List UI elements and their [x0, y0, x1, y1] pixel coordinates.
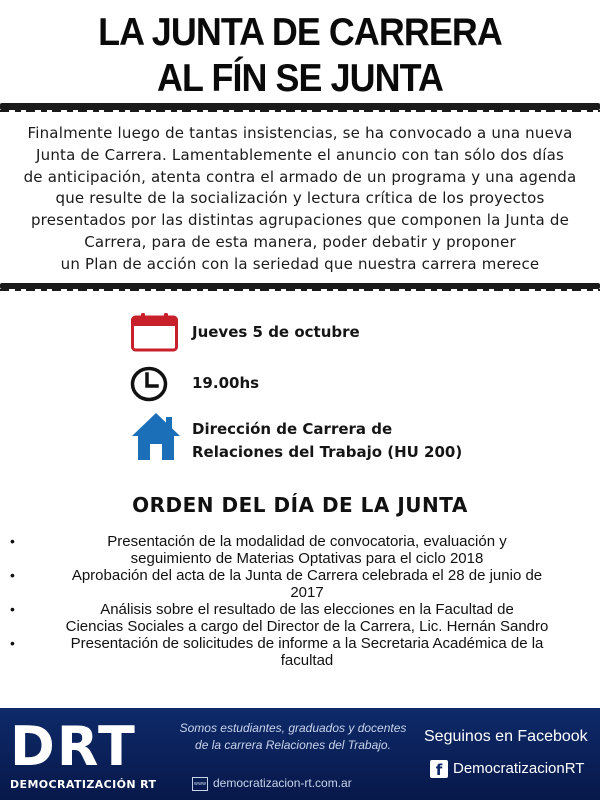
house-icon: [130, 410, 182, 462]
agenda-item-line: Ciencias Sociales a cargo del Director de la Carrera, Lic. Hernán Sandro: [65, 618, 549, 635]
agenda-item-line: facultad: [280, 652, 334, 669]
calendar-icon: [131, 312, 178, 352]
event-time: 19.00hs: [192, 374, 260, 392]
agenda-item-line: Presentación de solicitudes de informe a la Secretaria Académica de la: [70, 635, 544, 652]
footer-description-line: de la carrera Relaciones del Trabajo.: [195, 738, 391, 752]
headline-line-2: AL FÍN SE JUNTA: [157, 57, 443, 100]
event-place-line-2: Relaciones del Trabajo (HU 200): [192, 443, 463, 461]
web-icon: www: [192, 777, 208, 791]
intro-line: Junta de Carrera. Lamentablemente el anuncio con tan sólo dos días: [35, 145, 564, 164]
bullet: •: [10, 601, 15, 617]
intro-line: presentados por las distintas agrupaciones que componen la Junta de: [30, 211, 570, 230]
bullet: •: [10, 635, 15, 651]
intro-paragraph: [10, 123, 590, 276]
intro-line: un Plan de acción con la seriedad que nuestra carrera merece: [60, 254, 540, 273]
event-date: Jueves 5 de octubre: [192, 323, 360, 341]
divider-bottom: [0, 283, 600, 289]
agenda-item: [0, 533, 600, 567]
agenda-item: [0, 601, 600, 635]
agenda-item-line: Presentación de la modalidad de convocatoria, evaluación y: [107, 533, 507, 550]
footer-banner: [0, 708, 600, 800]
intro-line: que resulte de la socialización y lectura crítica de los proyectos: [55, 189, 545, 208]
bullet: •: [10, 533, 15, 549]
website-link[interactable]: democratizacion-rt.com.ar: [213, 776, 352, 790]
agenda-item: [0, 635, 600, 669]
agenda-list: [0, 533, 600, 669]
headline-line-1: LA JUNTA DE CARRERA: [98, 11, 502, 54]
footer-description-line: Somos estudiantes, graduados y docentes: [179, 721, 407, 735]
agenda-title: ORDEN DEL DÍA DE LA JUNTA: [132, 493, 468, 517]
drt-logo-subtitle: DEMOCRATIZACIÓN RT: [10, 778, 157, 791]
facebook-icon[interactable]: f: [430, 760, 448, 778]
facebook-title: Seguinos en Facebook: [424, 728, 588, 745]
agenda-item-line: Aprobación del acta de la Junta de Carrera celebrada el 28 de junio de: [71, 567, 543, 584]
bullet: •: [10, 567, 15, 583]
agenda-item-line: 2017: [290, 584, 324, 601]
event-place-line-1: Dirección de Carrera de: [192, 420, 393, 438]
agenda-item: [0, 567, 600, 601]
intro-line: Finalmente luego de tantas insistencias, se ha convocado a una nueva: [27, 124, 573, 142]
facebook-handle-link[interactable]: DemocratizacionRT: [453, 760, 585, 777]
divider-top: [0, 103, 600, 110]
intro-line: de anticipación, atenta contra el armado de un programa y una agenda: [23, 167, 577, 186]
footer-description: [168, 720, 418, 754]
agenda-item-line: seguimiento de Materias Optativas para el ciclo 2018: [130, 550, 484, 567]
intro-line: Carrera, para de esta manera, poder debatir y proponer: [84, 232, 516, 251]
agenda-item-line: Análisis sobre el resultado de las elecciones en la Facultad de: [100, 601, 514, 618]
clock-icon: [130, 366, 168, 402]
drt-logo: DRT: [10, 715, 137, 778]
